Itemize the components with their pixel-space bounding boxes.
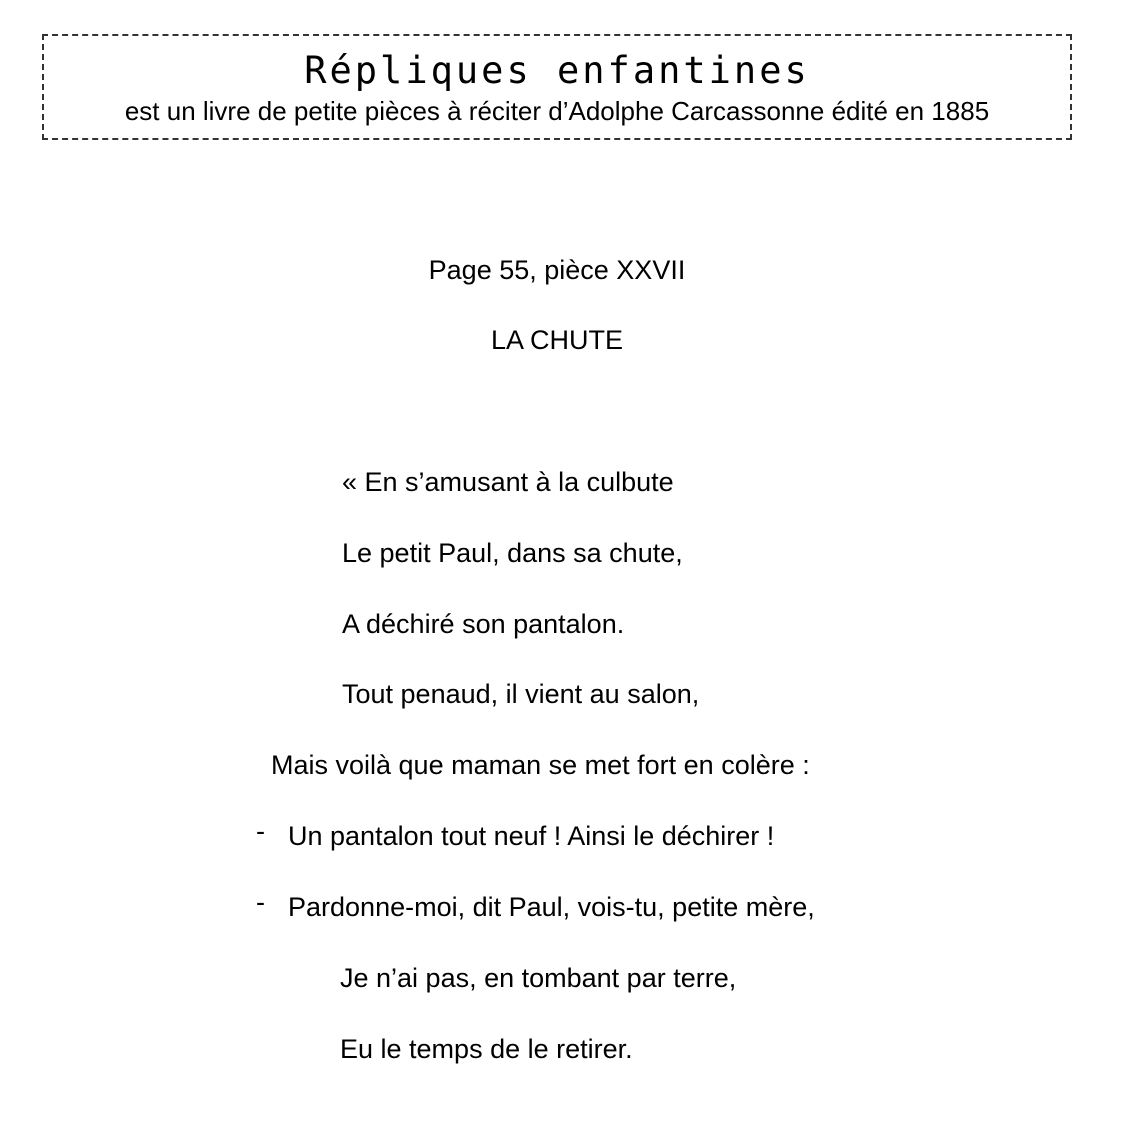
poem-line-5: Mais voilà que maman se met fort en colère : bbox=[271, 750, 810, 780]
piece-title: LA CHUTE bbox=[490, 325, 624, 355]
poem-line-9: Eu le temps de le retirer. bbox=[340, 1034, 633, 1064]
book-title: Répliques enfantines bbox=[304, 49, 810, 92]
dialogue-dash-2: - bbox=[256, 887, 265, 917]
poem-line-1: « En s’amusant à la culbute bbox=[342, 467, 674, 497]
poem-line-6: Un pantalon tout neuf ! Ainsi le déchirer ! bbox=[288, 821, 775, 851]
poem-line-7: Pardonne-moi, dit Paul, vois-tu, petite mère, bbox=[288, 892, 815, 922]
piece-reference: Page 55, pièce XXVII bbox=[428, 255, 686, 285]
dialogue-dash-1: - bbox=[256, 816, 265, 846]
poem-line-3: A déchiré son pantalon. bbox=[342, 609, 625, 639]
poem-line-2: Le petit Paul, dans sa chute, bbox=[342, 538, 683, 568]
poem-line-4: Tout penaud, il vient au salon, bbox=[342, 679, 700, 709]
poem-line-8: Je n’ai pas, en tombant par terre, bbox=[340, 963, 737, 993]
header-box bbox=[42, 34, 1072, 140]
book-description: est un livre de petite pièces à réciter d’Adolphe Carcassonne édité en 1885 bbox=[124, 96, 990, 126]
